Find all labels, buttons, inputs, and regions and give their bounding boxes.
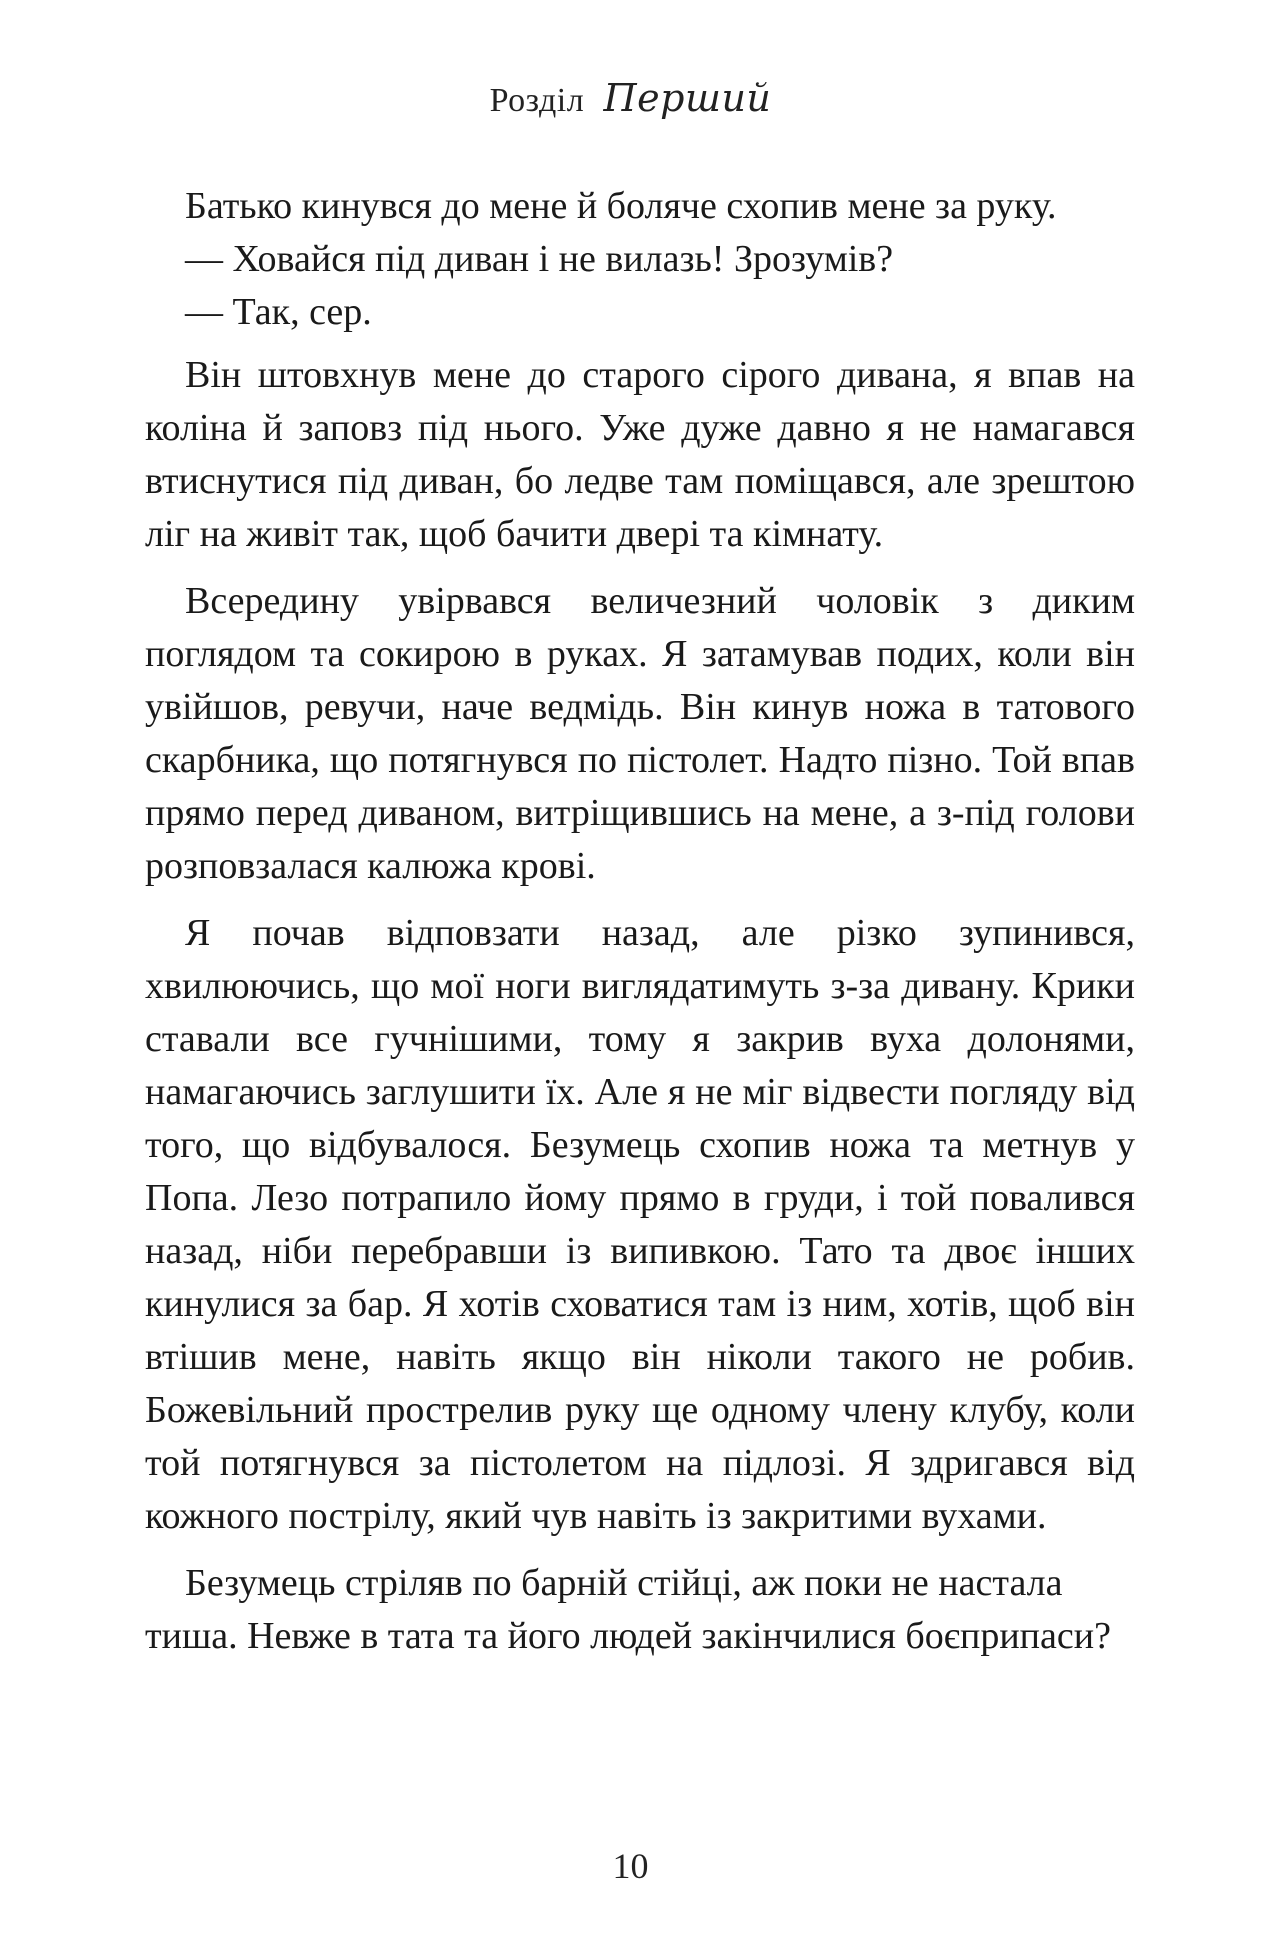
paragraph-5: Безумець стріляв по барній стійці, аж поки не настала тиша. Невже в тата та його людей закінчилися боєприпаси? [145,1562,1111,1657]
paragraph-1: Батько кинувся до мене й боляче схопив мене за руку. [185,185,1057,227]
chapter-name: Перший [603,76,772,120]
running-head [0,76,1261,120]
section-label: Розділ [489,82,585,119]
paragraph-4: Я почав відповзати назад, але різко зупинився, хвилюючись, що мої ноги виглядатимуть з-за дивану. Крики ставали все гучнішими, тому я закрив вуха долонями, намагаючись заглушити їх. Але я не міг відвести погляду від того, що відбувалося. Безумець схопив ножа та метнув у Попа. Лезо потрапило йому прямо в груди, і той повалився назад, ніби перебравши із випивкою. Тато та двоє інших кинулися за бар. Я хотів сховатися там із ним, хотів, щоб він втішив мене, навіть якщо він ніколи такого не робив. Божевільний прострелив руку ще одному члену клубу, коли той потягнувся за пістолетом на підлозі. Я здригався від кожного пострілу, який чув навіть із закритими вухами. [145,912,1135,1537]
page-number: 10 [612,1846,649,1886]
body-text [145,180,1135,1677]
dialog-line-2: — Так, сер. [185,291,372,333]
dialog-line-1: — Ховайся під диван і не вилазь! Зрозумів? [185,238,894,280]
paragraph-3: Всередину увірвався величезний чоловік з диким поглядом та сокирою в руках. Я затамував подих, коли він увійшов, ревучи, наче ведмідь. Він кинув ножа в татового скарбника, що потягнувся по пістолет. Надто пізно. Той впав прямо перед диваном, витріщившись на мене, а з-під голови розповзалася калюжа крові. [145,580,1135,887]
paragraph-2: Він штовхнув мене до старого сірого дивана, я впав на коліна й заповз під нього. Уже дуже давно я не намагався втиснутися під диван, бо ледве там поміщався, але зрештою ліг на живіт так, щоб бачити двері та кімнату. [145,354,1135,555]
